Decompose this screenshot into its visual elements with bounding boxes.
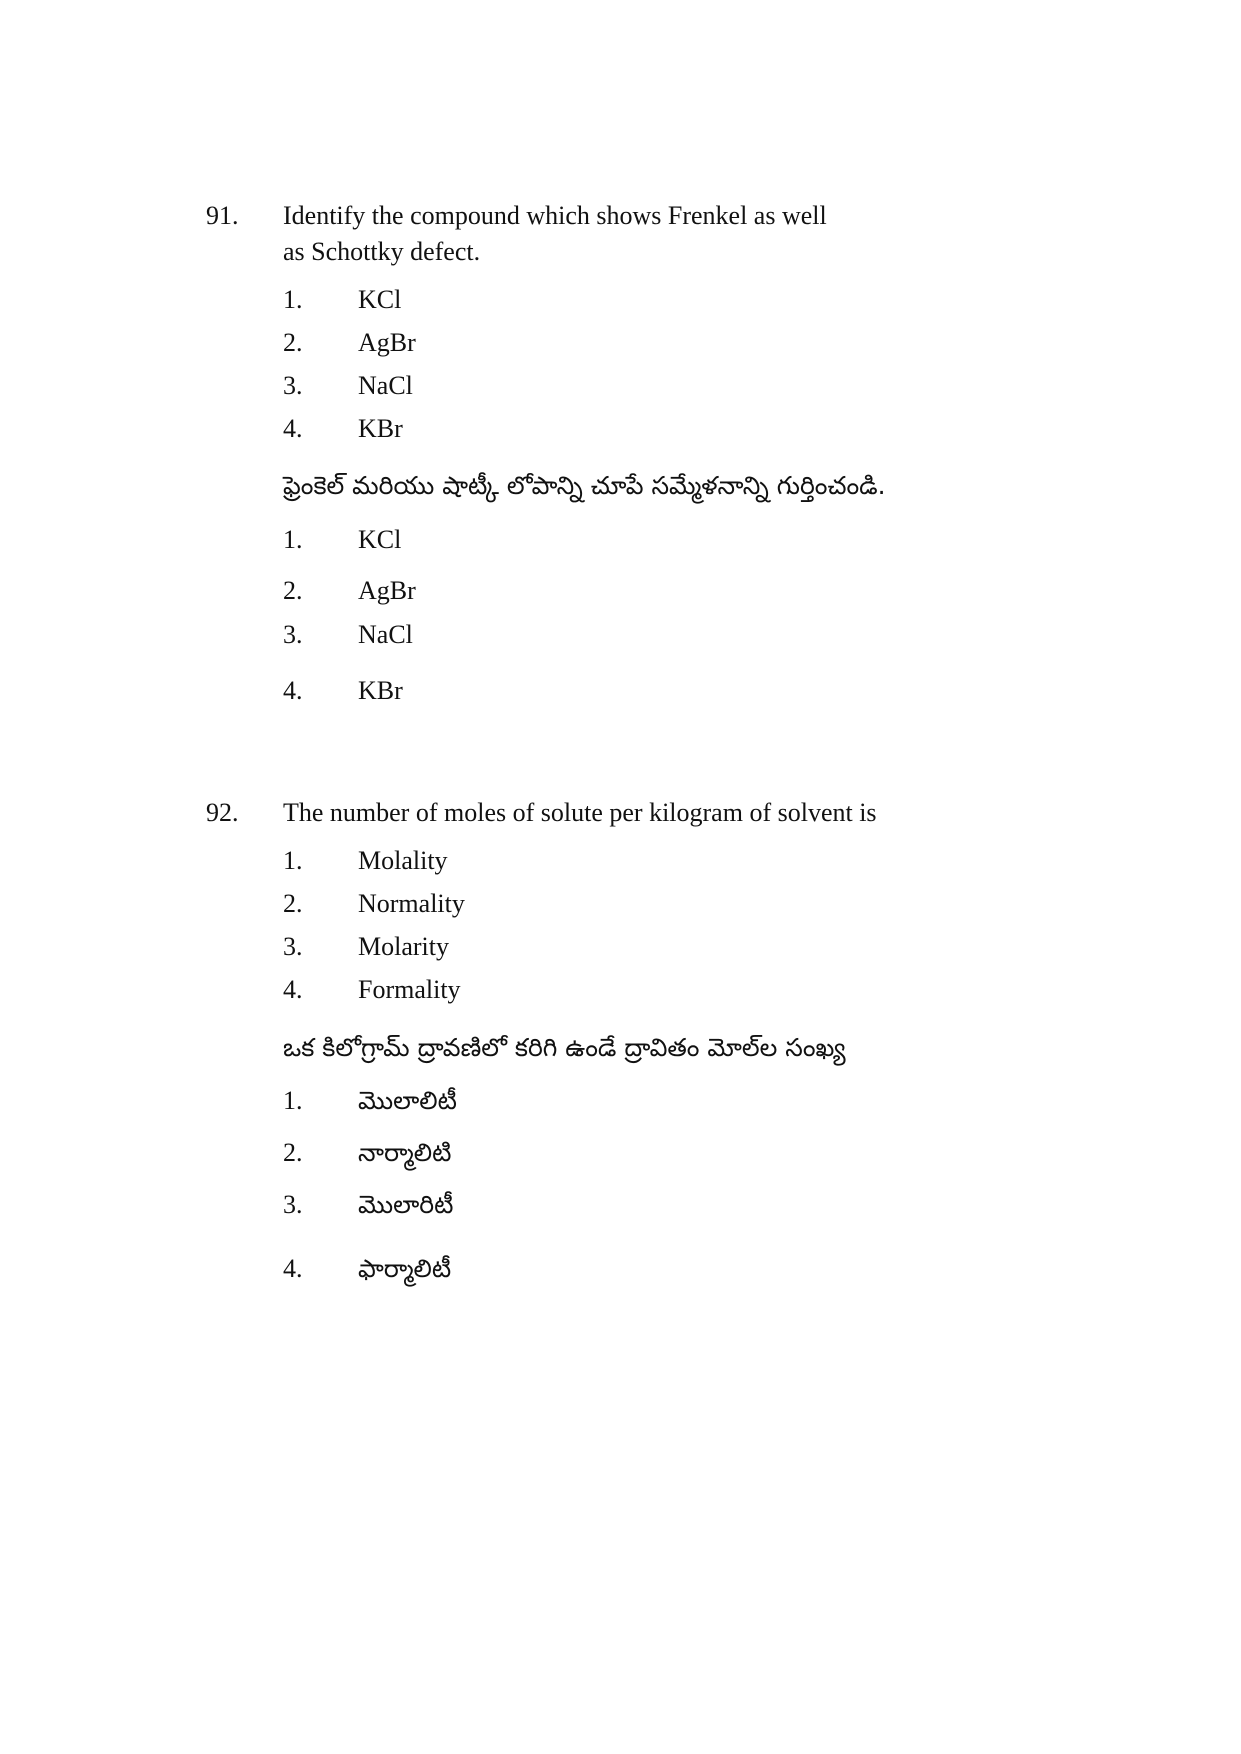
option-text: Normality — [358, 889, 465, 918]
option-number: 4. — [283, 975, 303, 1004]
option-text: మొలారిటీ — [358, 1190, 454, 1219]
option-number: 2. — [283, 328, 303, 357]
option-text: ఫార్మాలిటీ — [358, 1254, 452, 1283]
option-number: 4. — [283, 676, 303, 705]
option-number: 1. — [283, 525, 303, 554]
option-number: 4. — [283, 1254, 303, 1283]
option-number: 3. — [283, 1190, 303, 1219]
question-text-line1: Identify the compound which shows Frenkel as well — [283, 201, 827, 230]
option-number: 2. — [283, 1138, 303, 1167]
option-text: NaCl — [358, 371, 413, 400]
option-number: 1. — [283, 285, 303, 314]
question-text-line1: The number of moles of solute per kilogram of solvent is — [283, 798, 877, 827]
option-number: 3. — [283, 620, 303, 649]
option-number: 1. — [283, 1086, 303, 1115]
option-text: మొలాలిటీ — [358, 1086, 457, 1115]
option-number: 2. — [283, 889, 303, 918]
option-text: KCl — [358, 525, 402, 554]
option-number: 1. — [283, 846, 303, 875]
option-number: 4. — [283, 414, 303, 443]
option-text: AgBr — [358, 576, 416, 605]
option-text: KBr — [358, 676, 403, 705]
option-number: 3. — [283, 932, 303, 961]
option-number: 3. — [283, 371, 303, 400]
option-text: NaCl — [358, 620, 413, 649]
question-text-telugu: ఫ్రెంకెల్ మరియు షాట్కీ లోపాన్ని చూపే సమ్మేళనాన్ని గుర్తించండి. — [283, 471, 886, 500]
question-number: 92. — [206, 798, 239, 827]
option-text: Molality — [358, 846, 448, 875]
option-text: KBr — [358, 414, 403, 443]
option-text: నార్మాలిటి — [358, 1138, 452, 1167]
question-number: 91. — [206, 201, 239, 230]
option-text: AgBr — [358, 328, 416, 357]
option-text: Formality — [358, 975, 461, 1004]
option-number: 2. — [283, 576, 303, 605]
question-text-telugu: ఒక కిలోగ్రామ్ ద్రావణిలో కరిగి ఉండే ద్రావితం మోల్‌ల సంఖ్య — [283, 1033, 846, 1062]
option-text: KCl — [358, 285, 402, 314]
question-text-line2: as Schottky defect. — [283, 237, 481, 266]
option-text: Molarity — [358, 932, 449, 961]
